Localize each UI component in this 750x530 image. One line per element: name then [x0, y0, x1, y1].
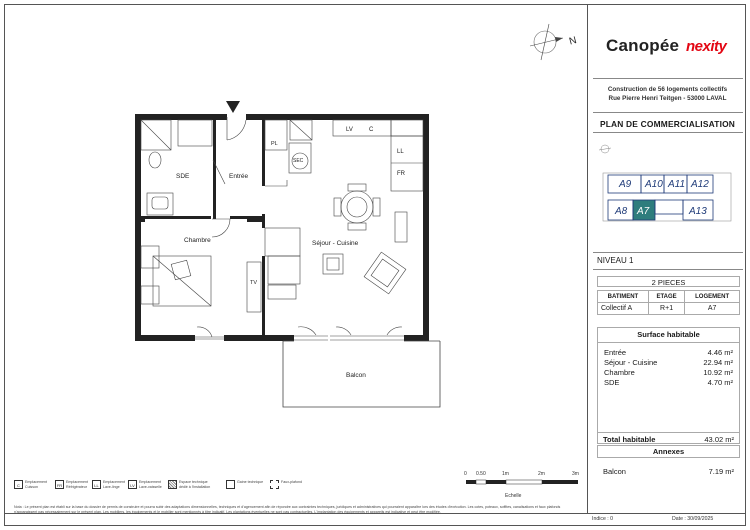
scale-tick: 0 [464, 471, 467, 477]
technical-cupboards [265, 120, 312, 186]
label-c: C [369, 127, 374, 133]
footer-indice: Indice : 0 [592, 516, 614, 522]
scale-tick: 0.50 [476, 471, 486, 477]
separator [593, 78, 743, 79]
scale-tick: 1m [502, 471, 509, 477]
surface-name: Chambre [604, 368, 635, 377]
key-unit-a13: A13 [689, 206, 707, 217]
key-plan-north-icon [599, 145, 611, 153]
annexes-header: Annexes [597, 445, 740, 458]
legend-box: LL [92, 480, 101, 489]
label-tv: TV [250, 280, 258, 286]
key-unit-a7: A7 [637, 206, 650, 217]
key-unit-a8: A8 [615, 206, 628, 217]
surface-value: 22.94 m² [703, 358, 733, 367]
bedroom-furniture [141, 246, 261, 312]
label-lv: LV [346, 127, 353, 133]
key-plan [593, 138, 743, 248]
annex-row [597, 467, 740, 476]
compass-icon [525, 22, 585, 62]
entrance-door [227, 117, 246, 140]
surface-box [597, 327, 740, 444]
legend-hatch-icon [168, 480, 177, 489]
key-unit-a10: A10 [645, 179, 663, 190]
scale-bar [462, 478, 582, 490]
canopee-logo: Canopée [606, 36, 680, 55]
annex-name: Balcon [603, 467, 626, 476]
surface-value: 4.70 m² [707, 378, 733, 387]
legend-dashed-icon [270, 480, 279, 489]
value-etage: R+1 [648, 303, 684, 315]
total-label: Total habitable [603, 435, 656, 444]
legend-text: Emplacement Lave-linge [103, 480, 125, 489]
legend-box: C [14, 480, 23, 489]
surface-row [598, 358, 739, 368]
legend-box: FR [55, 480, 64, 489]
project-info [590, 85, 745, 103]
separator [593, 112, 743, 113]
legend-text: Faux-plafond [281, 480, 302, 484]
label-sec: SEC [293, 158, 304, 164]
legend-box: LV [128, 480, 137, 489]
surface-row [598, 348, 739, 358]
label-ll: LL [397, 149, 404, 155]
room-label-sejour: Séjour - Cuisine [312, 240, 359, 247]
dining-table [334, 184, 380, 230]
kitchen-counter [333, 120, 423, 242]
key-unit-a11: A11 [668, 179, 686, 190]
scale-tick: 3m [572, 471, 579, 477]
legend-text: Emplacement Réfrigérateur [66, 480, 88, 489]
scale-tick: 2m [538, 471, 545, 477]
room-label-entree: Entrée [229, 173, 249, 180]
svg-text:N: N [568, 35, 578, 48]
surface-row [598, 378, 739, 388]
unit-info-table [597, 290, 740, 315]
surface-value: 4.46 m² [707, 348, 733, 357]
plan-walls [135, 114, 429, 341]
separator [593, 269, 743, 270]
annex-value: 7.19 m² [708, 467, 734, 476]
separator [593, 132, 743, 133]
surface-name: Entrée [604, 348, 627, 357]
surface-value: 10.92 m² [703, 368, 733, 377]
entrance-arrow [226, 101, 240, 113]
label-pl: PL [271, 141, 278, 147]
footer-date: Date : 30/09/2025 [672, 516, 714, 522]
plan-title: PLAN DE COMMERCIALISATION [599, 119, 736, 129]
separator [593, 252, 743, 253]
value-logement: A7 [685, 303, 740, 315]
label-fr: FR [397, 171, 405, 177]
living-furniture [265, 228, 406, 299]
project-line-2: Rue Pierre Henri Teitgen - 53000 LAVAL [608, 95, 727, 102]
header-etage: ETAGE [648, 291, 684, 303]
bedroom-door [212, 219, 230, 237]
room-label-balcon: Balcon [346, 372, 366, 379]
surface-row [598, 368, 739, 378]
floor-level: NIVEAU 1 [597, 256, 634, 265]
scale-label: Echelle [505, 493, 522, 499]
surface-header: Surface habitable [598, 328, 739, 343]
room-label-chambre: Chambre [184, 237, 211, 244]
key-unit-a12: A12 [691, 179, 709, 190]
project-line-1: Construction de 56 logements collectifs [607, 86, 728, 93]
surface-name: SDE [604, 378, 620, 387]
legend-text: Gaine technique [237, 480, 264, 484]
legend-text: Emplacement Lave-vaisselle [139, 480, 162, 489]
room-count: 2 PIECES [597, 276, 740, 287]
disclaimer-note: Nota : Le présent plan est établi sur la base du dossier de permis de construire et pourra subir des adaptations dimensionnelles, techniques et d'agencement afin de répondre aux contraintes techniques, juridiques et administratives qui pourraient apparaître lors des études d'exécution. Les cotes, poteaux, soffites, canalisations et faux plafonds n'apparaissent pas nécessairement sur le présent plan. Les mobiliers, les équipements et le mobilier sont mentionnés à titre indicatif. Les plantations éventuelles ne sont pas contractuelles. L'implantation des équipements et appareils est indicative et peut être modifiée. [14, 505, 561, 514]
total-value: 43.02 m² [704, 435, 734, 444]
key-unit-a9: A9 [619, 179, 632, 190]
sde-fixtures [141, 120, 212, 215]
header-batiment: BATIMENT [598, 291, 649, 303]
surface-name: Séjour - Cuisine [604, 358, 658, 367]
room-label-sde: SDE [176, 173, 190, 180]
value-batiment: Collectif A [598, 303, 649, 315]
legend-text: Emplacement Cuisson [25, 480, 47, 489]
header-logement: LOGEMENT [685, 291, 740, 303]
nexity-logo: nexity [686, 38, 727, 55]
legend-box-icon [226, 480, 235, 489]
legend-text: Espace technique dédié à l'installation [179, 480, 211, 489]
